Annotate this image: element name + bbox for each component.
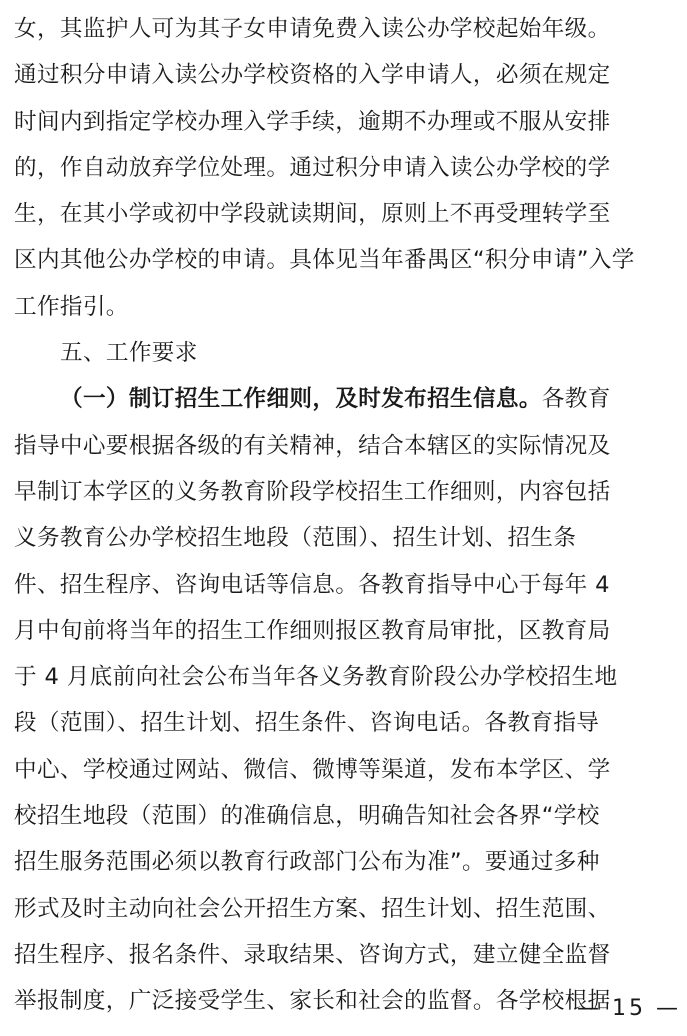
paragraph-line: 指导中心要根据各级的有关精神，结合本辖区的实际情况及 <box>14 432 611 459</box>
document-body <box>14 6 686 1025</box>
paragraph-line: 举报制度，广泛接受学生、家长和社会的监督。各学校根据 <box>14 988 611 1015</box>
paragraph-line: 生，在其小学或初中学段就读期间，原则上不再受理转学至 <box>14 201 611 228</box>
subsection-first-line <box>14 376 686 422</box>
paragraph-line: 招生服务范围必须以教育行政部门公布为准”。要通过多种 <box>14 849 600 876</box>
paragraph-line: 通过积分申请入读公办学校资格的入学申请人，必须在规定 <box>14 62 611 89</box>
paragraph-line: 招生程序、报名条件、录取结果、咨询方式，建立健全监督 <box>14 941 611 968</box>
subsection-lead-text: 各教育 <box>541 386 611 413</box>
section-heading: 五、工作要求 <box>60 340 198 367</box>
paragraph-line: 区内其他公办学校的申请。具体见当年番禺区“积分申请”入学 <box>14 247 635 274</box>
paragraph-line: 于 4 月底前向社会公布当年各义务教育阶段公办学校招生地 <box>14 664 618 691</box>
paragraph-line: 工作指引。 <box>14 293 129 320</box>
paragraph-line: 中心、学校通过网站、微信、微博等渠道，发布本学区、学 <box>14 756 611 783</box>
paragraph-line: 件、招生程序、咨询电话等信息。各教育指导中心于每年 4 <box>14 571 610 598</box>
paragraph-line: 月中旬前将当年的招生工作细则报区教育局审批，区教育局 <box>14 617 611 644</box>
paragraph-line: 早制订本学区的义务教育阶段学校招生工作细则，内容包括 <box>14 478 611 505</box>
paragraph-line: 形式及时主动向社会公开招生方案、招生计划、招生范围、 <box>14 895 611 922</box>
paragraph-line: 义务教育公办学校招生地段（范围）、招生计划、招生条 <box>14 525 577 552</box>
paragraph-line: 段（范围）、招生计划、招生条件、咨询电话。各教育指导 <box>14 710 600 737</box>
paragraph-line: 女，其监护人可为其子女申请免费入读公办学校起始年级。 <box>14 16 611 42</box>
paragraph-line: 校招生地段（范围）的准确信息，明确告知社会各界“学校 <box>14 803 600 830</box>
page-number: — 15 — <box>577 996 681 1021</box>
paragraph-line: 时间内到指定学校办理入学手续，逾期不办理或不服从安排 <box>14 108 611 135</box>
subsection-title: （一）制订招生工作细则，及时发布招生信息。 <box>60 386 542 413</box>
paragraph-line: 的，作自动放弃学位处理。通过积分申请入读公办学校的学 <box>14 154 611 181</box>
